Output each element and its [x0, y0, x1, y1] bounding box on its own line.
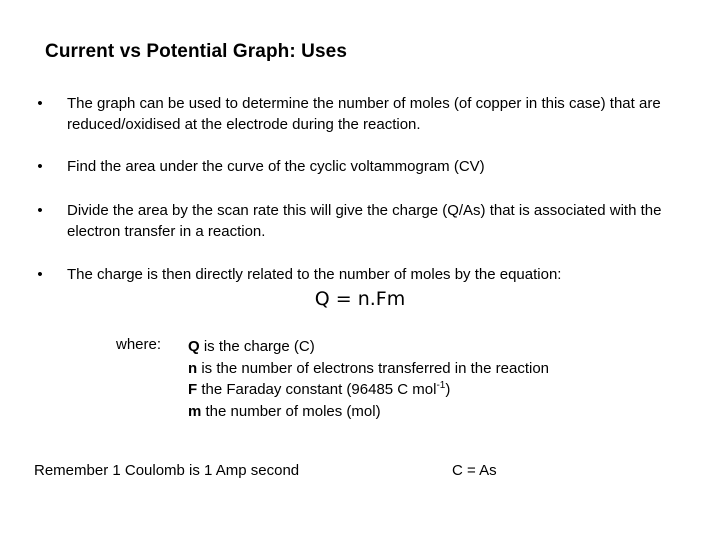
definition-text: is the charge (C): [199, 338, 315, 355]
slide-title: Current vs Potential Graph: Uses: [45, 41, 347, 62]
bullet-text: Divide the area by the scan rate this will give the charge (Q/As) that is associated with the electron transfer in a reaction.: [67, 202, 662, 240]
definition-text: the Faraday constant (96485 C mol: [197, 381, 437, 398]
units-note: C = As: [452, 462, 497, 479]
definition-symbol: F: [188, 381, 198, 398]
definition-symbol: Q: [188, 338, 200, 355]
bullet-text: The graph can be used to determine the number of moles (of copper in this case) that are reduced/oxidised at the electrode during the reaction.: [67, 95, 661, 133]
remember-note: Remember 1 Coulomb is 1 Amp second: [34, 462, 300, 479]
bullet-dot: •: [37, 202, 43, 219]
definition-item: [188, 379, 549, 401]
definition-text: the number of moles (mol): [201, 402, 381, 420]
bullet-text: Find the area under the curve of the cyclic voltammogram (CV): [67, 158, 485, 175]
bullet-item: [30, 264, 670, 285]
where-label: where:: [116, 336, 162, 353]
definition-item: [188, 336, 549, 358]
bullet-dot: •: [37, 266, 43, 283]
bullet-item: [30, 93, 670, 135]
definition-item: [188, 358, 549, 380]
bullet-dot: •: [37, 158, 43, 175]
definitions-list: [188, 336, 549, 422]
definition-symbol: m: [188, 402, 202, 420]
definition-superscript: -1: [436, 380, 446, 391]
definition-item: [188, 401, 549, 423]
bullet-item: [30, 200, 670, 242]
definition-text-end: ): [445, 381, 451, 398]
definition-symbol: n: [188, 359, 198, 377]
bullet-item: [30, 156, 670, 177]
bullet-dot: •: [37, 95, 43, 112]
definition-text: is the number of electrons transferred in the reaction: [197, 359, 550, 377]
bullet-text: The charge is then directly related to the number of moles by the equation:: [67, 266, 562, 283]
charge-equation: Q = n.Fm: [314, 288, 406, 310]
